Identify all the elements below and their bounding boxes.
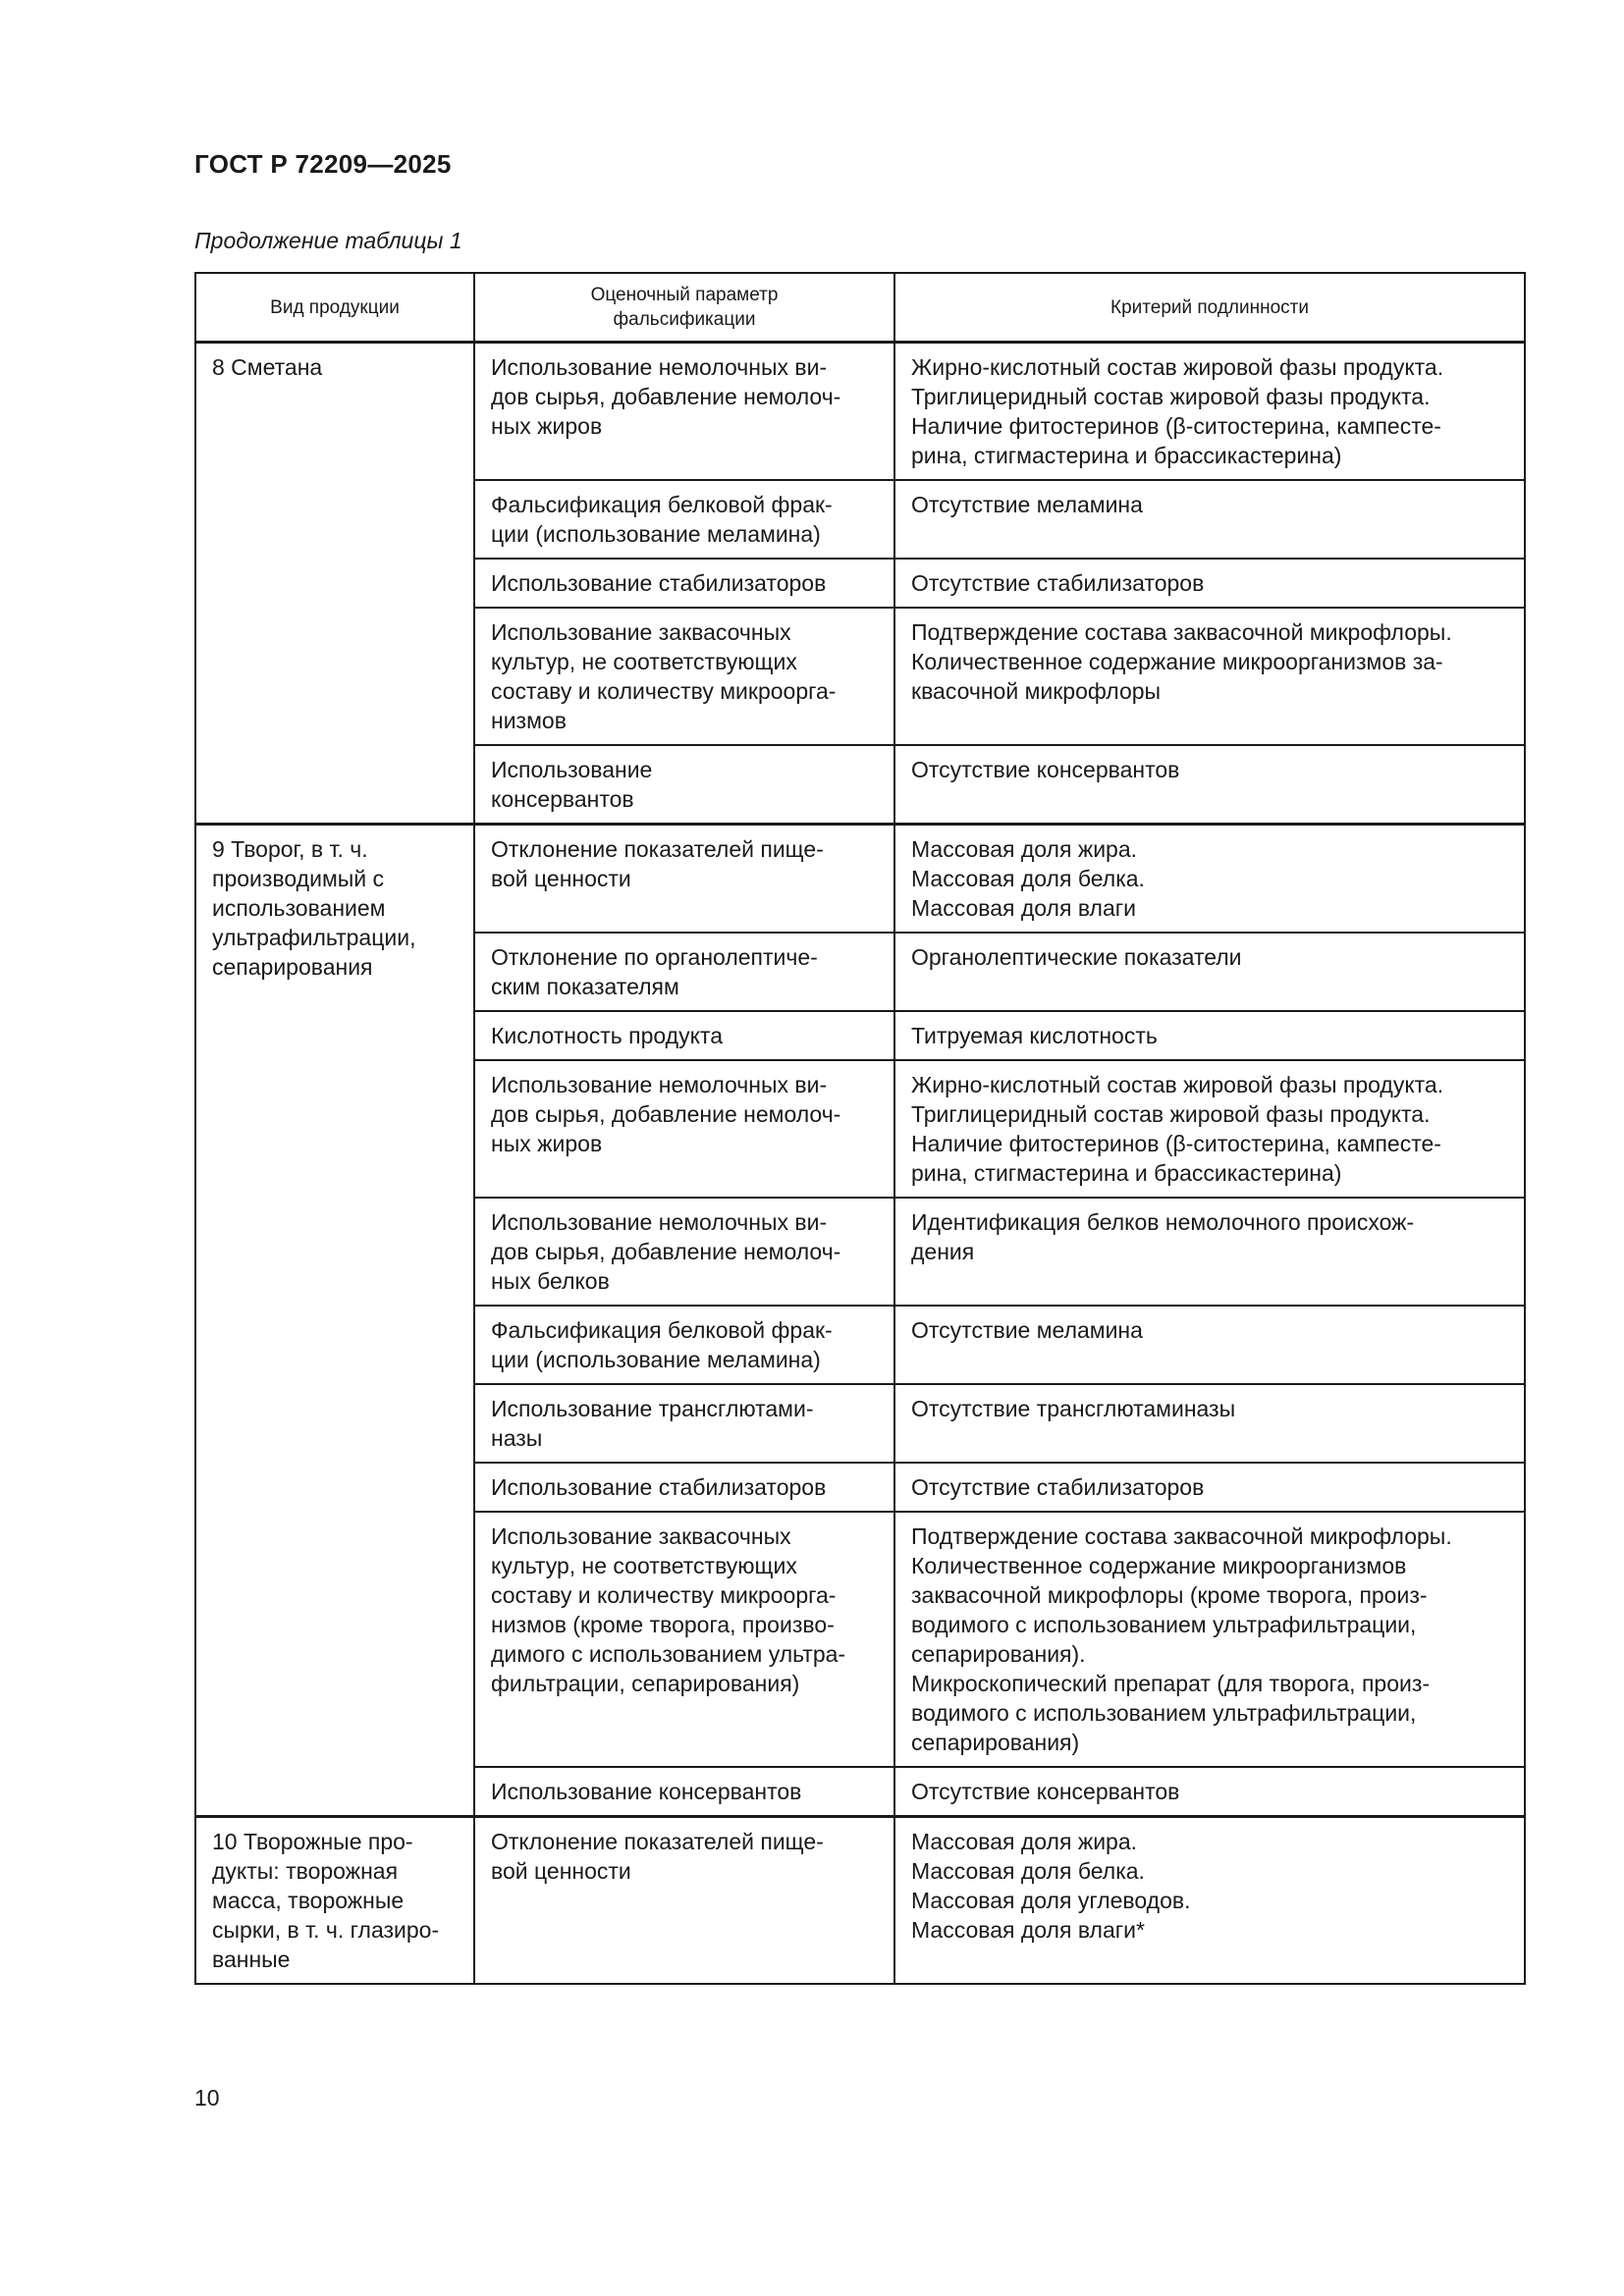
table-caption: Продолжение таблицы 1 xyxy=(194,228,462,253)
parameter-cell: Использование стабилизаторов xyxy=(474,559,894,608)
criterion-cell: Жирно-кислотный состав жировой фазы продукта. Триглицеридный состав жировой фазы продукта. Наличие фитостеринов (β-ситостерина, кампесте- рина, стигмастерина и брассикастерина) xyxy=(894,343,1525,481)
product-cell: 9 Творог, в т. ч. производимый с использованием ультрафильтрации, сепарирования xyxy=(195,825,474,1817)
column-header-criterion: Критерий подлинности xyxy=(894,273,1525,343)
table-row xyxy=(195,343,1525,481)
criterion-cell: Массовая доля жира. Массовая доля белка. Массовая доля углеводов. Массовая доля влаги* xyxy=(894,1817,1525,1985)
table-header-row xyxy=(195,273,1525,343)
criterion-cell: Титруемая кислотность xyxy=(894,1011,1525,1060)
parameter-cell: Использование немолочных ви- дов сырья, добавление немолоч- ных жиров xyxy=(474,343,894,481)
column-header-parameter: Оценочный параметр фальсификации xyxy=(474,273,894,343)
criterion-cell: Отсутствие трансглютаминазы xyxy=(894,1384,1525,1463)
parameter-cell: Фальсификация белковой фрак- ции (использование меламина) xyxy=(474,480,894,559)
criterion-cell: Отсутствие стабилизаторов xyxy=(894,559,1525,608)
criterion-cell: Отсутствие консервантов xyxy=(894,745,1525,825)
parameter-cell: Фальсификация белковой фрак- ции (использование меламина) xyxy=(474,1306,894,1384)
column-header-product: Вид продукции xyxy=(195,273,474,343)
criterion-cell: Отсутствие меламина xyxy=(894,1306,1525,1384)
criterion-cell: Жирно-кислотный состав жировой фазы продукта. Триглицеридный состав жировой фазы продукта. Наличие фитостеринов (β-ситостерина, кампесте- рина, стигмастерина и брассикастерина) xyxy=(894,1060,1525,1198)
parameter-cell: Использование консервантов xyxy=(474,1767,894,1817)
document-header: ГОСТ Р 72209—2025 xyxy=(194,149,452,179)
parameter-cell: Использование заквасочных культур, не соответствующих составу и количеству микроорга- низмов (кроме творога, произво- димого с использованием ультра- фильтрации, сепарирования) xyxy=(474,1512,894,1767)
parameter-cell: Использование трансглютами- назы xyxy=(474,1384,894,1463)
parameter-cell: Использование немолочных ви- дов сырья, добавление немолоч- ных жиров xyxy=(474,1060,894,1198)
criterion-cell: Подтверждение состава заквасочной микрофлоры. Количественное содержание микроорганизмов заквасочной микрофлоры (кроме творога, произ- водимого с использованием ультрафильтрации, сепарирования). Микроскопический препарат (для творога, произ- водимого с использованием ультрафильтрации, сепарирования) xyxy=(894,1512,1525,1767)
criterion-cell: Отсутствие меламина xyxy=(894,480,1525,559)
criterion-cell: Подтверждение состава заквасочной микрофлоры. Количественное содержание микроорганизмов за- квасочной микрофлоры xyxy=(894,608,1525,745)
parameter-cell: Использование заквасочных культур, не соответствующих составу и количеству микроорга- низмов xyxy=(474,608,894,745)
criterion-cell: Отсутствие стабилизаторов xyxy=(894,1463,1525,1512)
criterion-cell: Отсутствие консервантов xyxy=(894,1767,1525,1817)
criterion-cell: Идентификация белков немолочного происхож- дения xyxy=(894,1198,1525,1306)
parameter-cell: Использование стабилизаторов xyxy=(474,1463,894,1512)
product-cell: 10 Творожные про- дукты: творожная масса, творожные сырки, в т. ч. глазиро- ванные xyxy=(195,1817,474,1985)
page-number: 10 xyxy=(194,2085,220,2110)
parameter-cell: Использование немолочных ви- дов сырья, добавление немолоч- ных белков xyxy=(474,1198,894,1306)
parameter-cell: Отклонение по органолептиче- ским показателям xyxy=(474,933,894,1011)
parameter-cell: Использование консервантов xyxy=(474,745,894,825)
authenticity-table xyxy=(194,272,1526,1985)
criterion-cell: Органолептические показатели xyxy=(894,933,1525,1011)
parameter-cell: Отклонение показателей пище- вой ценности xyxy=(474,825,894,934)
product-cell: 8 Сметана xyxy=(195,343,474,825)
table-row xyxy=(195,825,1525,934)
criterion-cell: Массовая доля жира. Массовая доля белка. Массовая доля влаги xyxy=(894,825,1525,934)
table-row xyxy=(195,1817,1525,1985)
parameter-cell: Отклонение показателей пище- вой ценности xyxy=(474,1817,894,1985)
parameter-cell: Кислотность продукта xyxy=(474,1011,894,1060)
